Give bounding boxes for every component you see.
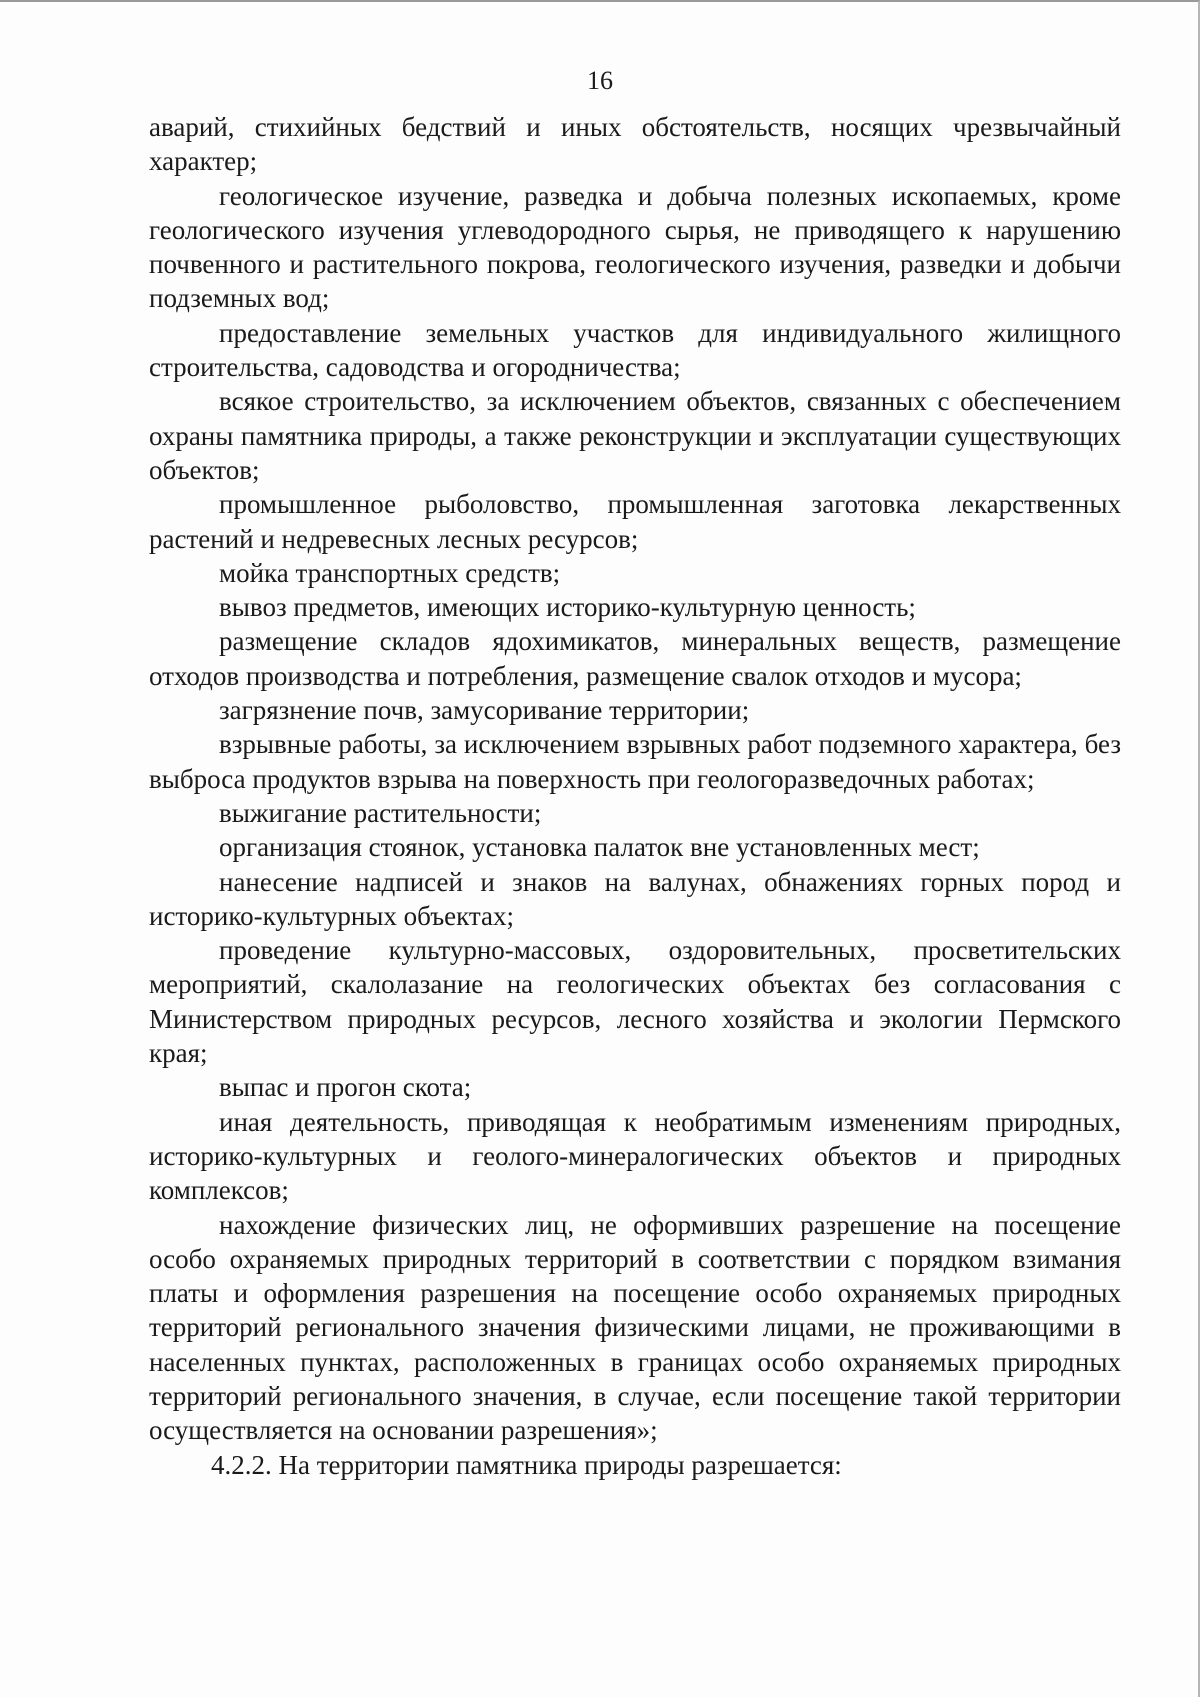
- paragraph-burning-vegetation: выжигание растительности;: [219, 797, 542, 828]
- paragraph-inscriptions: нанесение надписей и знаков на валунах, обнажениях горных пород и историко-культурных объектах;: [149, 866, 1121, 931]
- paragraph-continuation: аварий, стихийных бедствий и иных обстоятельств, носящих чрезвычайный характер;: [149, 112, 1121, 177]
- section-heading-4-2-2: 4.2.2. На территории памятника природы разрешается:: [211, 1449, 842, 1480]
- page-number: 16: [587, 66, 613, 95]
- paragraph-construction: всякое строительство, за исключением объектов, связанных с обеспечением охраны памятника природы, а также реконструкции и эксплуатации существующих объектов;: [149, 386, 1121, 485]
- paragraph-blasting: взрывные работы, за исключением взрывных работ подземного характера, без выброса продуктов взрыва на поверхность при геологоразведочных работах;: [149, 729, 1121, 794]
- paragraph-grazing: выпас и прогон скота;: [219, 1072, 472, 1103]
- paragraph-land-plots: предоставление земельных участков для индивидуального жилищного строительства, садоводства и огородничества;: [149, 317, 1121, 383]
- document-body: [149, 110, 1121, 1482]
- paragraph-visitor-permits: нахождение физических лиц, не оформивших разрешение на посещение особо охраняемых природных территорий в соответствии с порядком взимания платы и оформления разрешения на посещение особо охраняемых природных территорий регионального значения физическими лицами, не проживающими в населенных пунктах, расположенных в границах особо охраняемых природных территорий регионального значения, в случае, если посещение такой территории осуществляется на основании разрешения»;: [149, 1209, 1121, 1446]
- paragraph-mass-events: проведение культурно-массовых, оздоровительных, просветительских мероприятий, скалолазание на геологических объектах без согласования с Министерством природных ресурсов, лесного хозяйства и экологии Пермского края;: [149, 935, 1121, 1069]
- paragraph-geological-exploration: геологическое изучение, разведка и добыча полезных ископаемых, кроме геологического изучения углеводородного сырья, не приводящего к нарушению почвенного и растительного покрова, геологического изучения, разведки и добычи подземных вод;: [149, 180, 1121, 314]
- paragraph-chemical-storage: размещение складов ядохимикатов, минеральных веществ, размещение отходов производства и потребления, размещение свалок отходов и мусора;: [149, 626, 1121, 691]
- paragraph-camping: организация стоянок, установка палаток вне установленных мест;: [219, 832, 980, 863]
- paragraph-vehicle-washing: мойка транспортных средств;: [219, 557, 561, 588]
- paragraph-removal-of-items: вывоз предметов, имеющих историко-культурную ценность;: [219, 592, 916, 623]
- paragraph-soil-pollution: загрязнение почв, замусоривание территории;: [219, 695, 750, 726]
- paragraph-other-activity: иная деятельность, приводящая к необратимым изменениям природных, историко-культурных и геолого-минералогических объектов и природных комплексов;: [149, 1106, 1121, 1206]
- paragraph-industrial-fishing: промышленное рыболовство, промышленная заготовка лекарственных растений и недревесных лесных ресурсов;: [149, 489, 1121, 554]
